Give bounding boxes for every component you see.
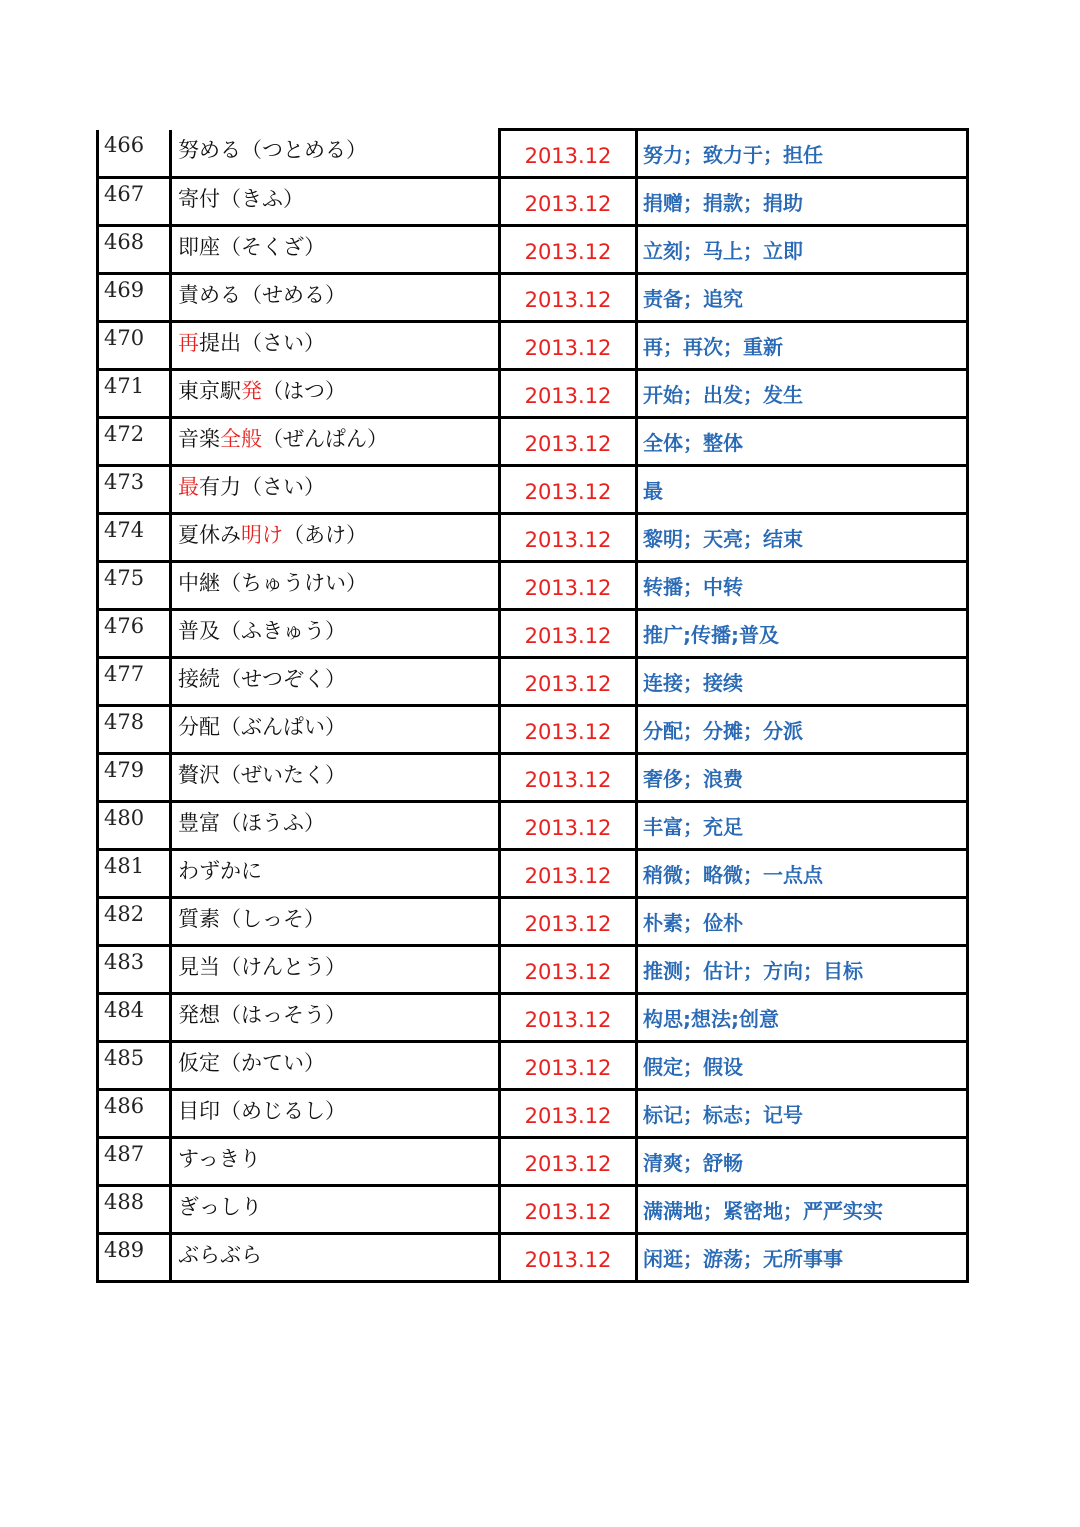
chinese-meaning: 最 (637, 466, 968, 514)
table-row (98, 1234, 968, 1282)
highlighted-word-segment: 再 (178, 331, 199, 355)
chinese-meaning: 标记；标志；记号 (637, 1090, 968, 1138)
highlighted-word-segment: 全般 (220, 427, 262, 451)
table-row (98, 850, 968, 898)
exam-date: 2013.12 (500, 178, 637, 226)
japanese-word (171, 418, 500, 466)
exam-date: 2013.12 (500, 226, 637, 274)
chinese-meaning: 连接；接续 (637, 658, 968, 706)
entry-number: 479 (98, 754, 171, 802)
entry-number: 475 (98, 562, 171, 610)
entry-number: 485 (98, 1042, 171, 1090)
word-segment: ぶらぶら (178, 1243, 262, 1267)
table-row (98, 1186, 968, 1234)
table-row (98, 370, 968, 418)
japanese-word (171, 130, 500, 178)
entry-number: 480 (98, 802, 171, 850)
table-row (98, 1138, 968, 1186)
chinese-meaning: 丰富；充足 (637, 802, 968, 850)
exam-date: 2013.12 (500, 850, 637, 898)
word-segment: 普及（ふきゅう） (178, 619, 346, 643)
entry-number: 474 (98, 514, 171, 562)
table-row (98, 658, 968, 706)
exam-date: 2013.12 (500, 610, 637, 658)
entry-number: 466 (98, 130, 171, 178)
word-segment: 東京駅 (178, 379, 241, 403)
chinese-meaning: 立刻；马上；立即 (637, 226, 968, 274)
chinese-meaning: 闲逛；游荡；无所事事 (637, 1234, 968, 1282)
exam-date: 2013.12 (500, 514, 637, 562)
table-row (98, 706, 968, 754)
word-segment: 接続（せつぞく） (178, 667, 346, 691)
japanese-word (171, 754, 500, 802)
japanese-word (171, 1138, 500, 1186)
entry-number: 484 (98, 994, 171, 1042)
japanese-word (171, 898, 500, 946)
japanese-word (171, 706, 500, 754)
word-segment: 贅沢（ぜいたく） (178, 763, 346, 787)
table-row (98, 1090, 968, 1138)
table-row (98, 994, 968, 1042)
exam-date: 2013.12 (500, 370, 637, 418)
entry-number: 467 (98, 178, 171, 226)
table-row (98, 562, 968, 610)
chinese-meaning: 黎明；天亮；结束 (637, 514, 968, 562)
chinese-meaning: 假定；假设 (637, 1042, 968, 1090)
word-segment: ぎっしり (178, 1195, 262, 1219)
exam-date: 2013.12 (500, 322, 637, 370)
vocabulary-table-body (98, 130, 968, 1282)
table-row (98, 130, 968, 178)
word-segment: 責める（せめる） (178, 283, 346, 307)
highlighted-word-segment: 明け (241, 523, 283, 547)
entry-number: 468 (98, 226, 171, 274)
japanese-word (171, 514, 500, 562)
word-segment: 分配（ぶんぱい） (178, 715, 346, 739)
japanese-word (171, 226, 500, 274)
table-row (98, 610, 968, 658)
table-row (98, 226, 968, 274)
table-row (98, 946, 968, 994)
entry-number: 473 (98, 466, 171, 514)
table-row (98, 514, 968, 562)
vocabulary-table (96, 128, 969, 1283)
exam-date: 2013.12 (500, 802, 637, 850)
japanese-word (171, 466, 500, 514)
entry-number: 478 (98, 706, 171, 754)
word-segment: （はつ） (262, 379, 346, 403)
exam-date: 2013.12 (500, 1186, 637, 1234)
word-segment: （あけ） (283, 523, 367, 547)
exam-date: 2013.12 (500, 658, 637, 706)
japanese-word (171, 610, 500, 658)
exam-date: 2013.12 (500, 130, 637, 178)
entry-number: 471 (98, 370, 171, 418)
chinese-meaning: 分配；分摊；分派 (637, 706, 968, 754)
table-row (98, 466, 968, 514)
exam-date: 2013.12 (500, 418, 637, 466)
chinese-meaning: 奢侈；浪费 (637, 754, 968, 802)
japanese-word (171, 1186, 500, 1234)
japanese-word (171, 178, 500, 226)
exam-date: 2013.12 (500, 946, 637, 994)
japanese-word (171, 322, 500, 370)
exam-date: 2013.12 (500, 1138, 637, 1186)
exam-date: 2013.12 (500, 1042, 637, 1090)
chinese-meaning: 推广;传播;普及 (637, 610, 968, 658)
entry-number: 482 (98, 898, 171, 946)
table-row (98, 1042, 968, 1090)
chinese-meaning: 责备；追究 (637, 274, 968, 322)
table-row (98, 898, 968, 946)
japanese-word (171, 1090, 500, 1138)
entry-number: 477 (98, 658, 171, 706)
word-segment: 中継（ちゅうけい） (178, 571, 367, 595)
table-row (98, 802, 968, 850)
entry-number: 486 (98, 1090, 171, 1138)
word-segment: 音楽 (178, 427, 220, 451)
japanese-word (171, 802, 500, 850)
word-segment: 目印（めじるし） (178, 1099, 346, 1123)
entry-number: 483 (98, 946, 171, 994)
chinese-meaning: 捐赠；捐款；捐助 (637, 178, 968, 226)
exam-date: 2013.12 (500, 274, 637, 322)
word-segment: 発想（はっそう） (178, 1003, 346, 1027)
chinese-meaning: 构思;想法;创意 (637, 994, 968, 1042)
entry-number: 472 (98, 418, 171, 466)
japanese-word (171, 850, 500, 898)
exam-date: 2013.12 (500, 994, 637, 1042)
japanese-word (171, 1234, 500, 1282)
word-segment: 寄付（きふ） (178, 187, 304, 211)
chinese-meaning: 全体；整体 (637, 418, 968, 466)
exam-date: 2013.12 (500, 1090, 637, 1138)
japanese-word (171, 562, 500, 610)
word-segment: 有力（さい） (199, 475, 325, 499)
entry-number: 489 (98, 1234, 171, 1282)
exam-date: 2013.12 (500, 562, 637, 610)
table-row (98, 178, 968, 226)
table-row (98, 754, 968, 802)
word-segment: わずかに (178, 859, 262, 883)
japanese-word (171, 946, 500, 994)
chinese-meaning: 推测；估计；方向；目标 (637, 946, 968, 994)
japanese-word (171, 274, 500, 322)
entry-number: 481 (98, 850, 171, 898)
entry-number: 487 (98, 1138, 171, 1186)
chinese-meaning: 开始；出发；发生 (637, 370, 968, 418)
chinese-meaning: 清爽；舒畅 (637, 1138, 968, 1186)
word-segment: 努める（つとめる） (178, 137, 367, 162)
word-segment: （ぜんぱん） (262, 427, 388, 451)
highlighted-word-segment: 最 (178, 475, 199, 499)
entry-number: 476 (98, 610, 171, 658)
chinese-meaning: 转播；中转 (637, 562, 968, 610)
japanese-word (171, 994, 500, 1042)
word-segment: 提出（さい） (199, 331, 325, 355)
exam-date: 2013.12 (500, 1234, 637, 1282)
table-row (98, 322, 968, 370)
table-row (98, 418, 968, 466)
exam-date: 2013.12 (500, 754, 637, 802)
table-row (98, 274, 968, 322)
word-segment: 質素（しっそ） (178, 907, 325, 931)
chinese-meaning: 努力；致力于；担任 (637, 130, 968, 178)
exam-date: 2013.12 (500, 706, 637, 754)
word-segment: 見当（けんとう） (178, 955, 346, 979)
entry-number: 469 (98, 274, 171, 322)
highlighted-word-segment: 発 (241, 379, 262, 403)
japanese-word (171, 1042, 500, 1090)
word-segment: 仮定（かてい） (178, 1051, 325, 1075)
chinese-meaning: 再；再次；重新 (637, 322, 968, 370)
exam-date: 2013.12 (500, 898, 637, 946)
japanese-word (171, 658, 500, 706)
entry-number: 470 (98, 322, 171, 370)
chinese-meaning: 朴素；俭朴 (637, 898, 968, 946)
entry-number: 488 (98, 1186, 171, 1234)
japanese-word (171, 370, 500, 418)
chinese-meaning: 满满地；紧密地；严严实实 (637, 1186, 968, 1234)
exam-date: 2013.12 (500, 466, 637, 514)
word-segment: すっきり (178, 1147, 261, 1171)
chinese-meaning: 稍微；略微；一点点 (637, 850, 968, 898)
word-segment: 夏休み (178, 523, 241, 547)
word-segment: 即座（そくざ） (178, 235, 326, 259)
word-segment: 豊富（ほうふ） (178, 811, 325, 835)
